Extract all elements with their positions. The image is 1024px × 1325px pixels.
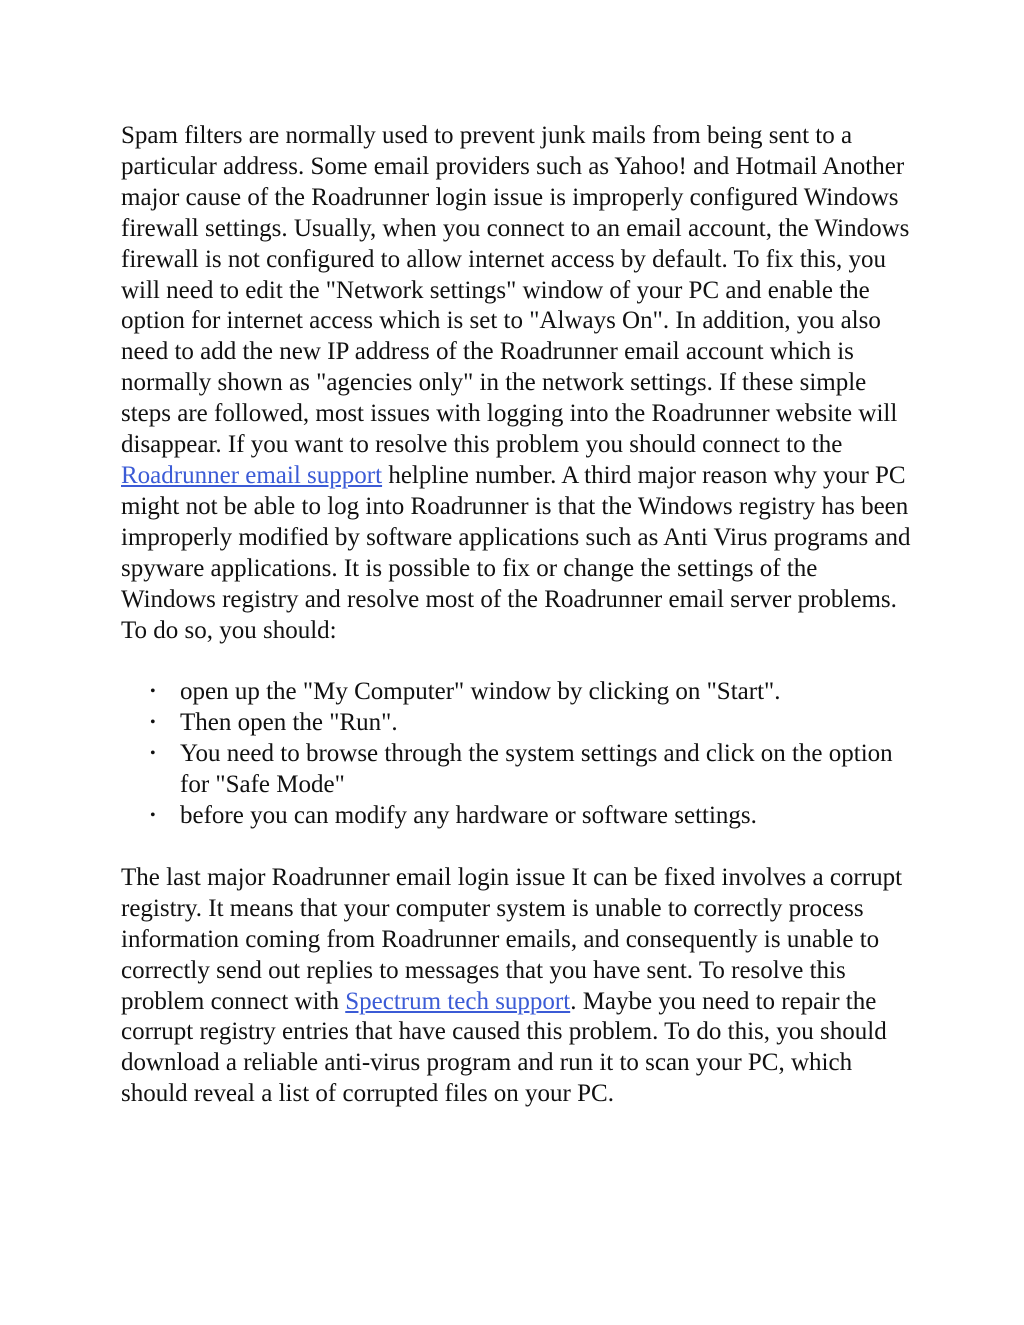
list-item xyxy=(150,708,911,739)
list-item xyxy=(150,739,911,801)
steps-list xyxy=(121,677,911,832)
roadrunner-email-support-link[interactable]: Roadrunner email support xyxy=(121,461,383,489)
paragraph-1-text-before-link: Spam filters are normally used to prevent junk mails from being sent to a particular address. Some email providers such as Yahoo! and Hotmail Another major cause of the Roadrunner login issue is improperly configured Windows firewall settings. Usually, when you connect to an email account, the Windows firewall is not configured to allow internet access by default. To fix this, you will need to edit the "Network settings" window of your PC and enable the option for internet access which is set to "Always On". In addition, you also need to add the new IP address of the Roadrunner email account which is normally shown as "agencies only" in the network settings. If these simple steps are followed, most issues with logging into the Roadrunner website will disappear. If you want to resolve this problem you should connect to the xyxy=(121,122,910,459)
paragraph-2-text-after-link: . Maybe you need to repair the corrupt registry entries that have caused this problem. To do this, you should download a reliable anti-virus program and run it to scan your PC, which should reveal a list of corrupted files on your PC. xyxy=(121,987,887,1108)
list-item xyxy=(150,801,911,832)
spectrum-tech-support-link[interactable]: Spectrum tech support xyxy=(345,987,571,1015)
step-text: before you can modify any hardware or software settings. xyxy=(180,802,757,830)
bullet-icon: • xyxy=(150,807,156,825)
list-item xyxy=(150,677,911,708)
step-text: Then open the "Run". xyxy=(180,709,398,737)
step-text: open up the "My Computer" window by clicking on "Start". xyxy=(180,678,781,706)
paragraph-1 xyxy=(121,121,911,646)
bullet-icon: • xyxy=(150,683,156,701)
document-body xyxy=(121,121,911,1110)
paragraph-2-text-before-link: The last major Roadrunner email login issue It can be fixed involves a corrupt registry. It means that your computer system is unable to correctly process information coming from Roadrunner emails, and consequently is unable to correctly send out replies to messages that you have sent. To resolve this problem connect with xyxy=(121,863,903,1015)
bullet-icon: • xyxy=(150,714,156,732)
step-text: You need to browse through the system settings and click on the option for "Safe Mode" xyxy=(180,740,893,799)
paragraph-1-text-after-link: helpline number. A third major reason why your PC might not be able to log into Roadrunner is that the Windows registry has been improperly modified by software applications such as Anti Virus programs and spyware applications. It is possible to fix or change the settings of the Windows registry and resolve most of the Roadrunner email server problems. To do so, you should: xyxy=(121,461,911,644)
bullet-icon: • xyxy=(150,745,156,763)
paragraph-2 xyxy=(121,863,911,1110)
